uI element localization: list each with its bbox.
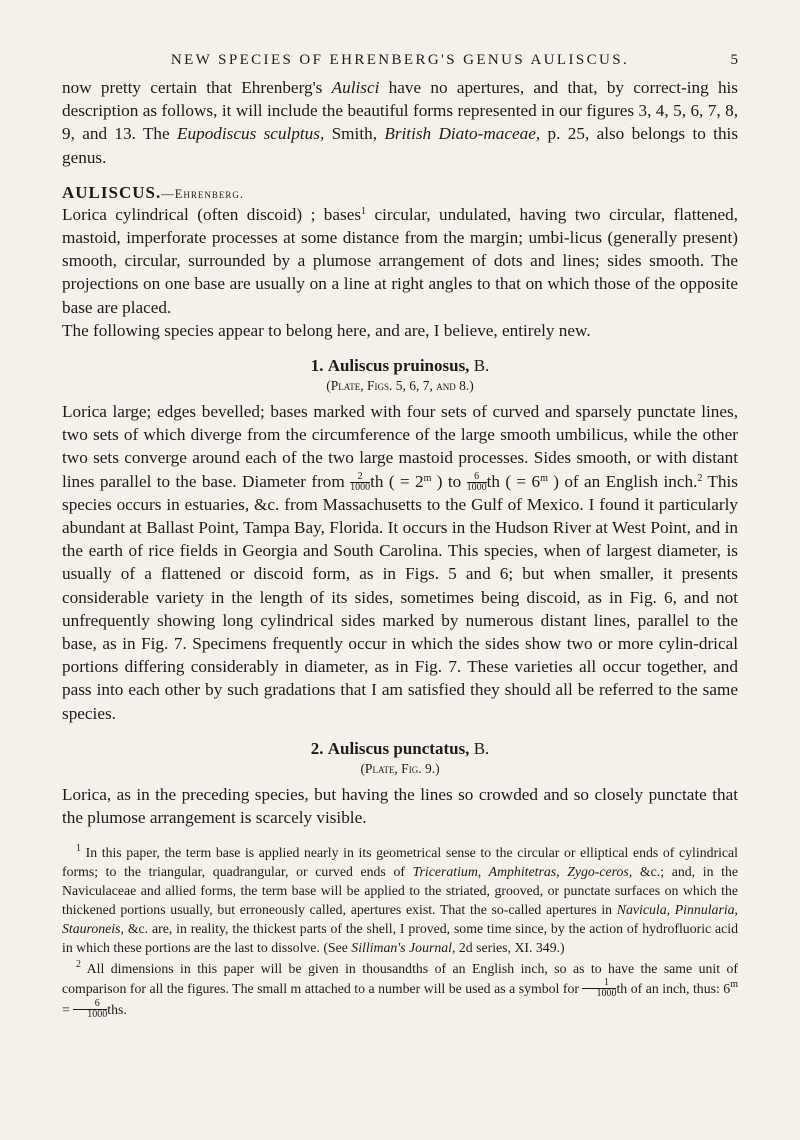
intro-text-3: Smith,: [324, 124, 385, 144]
fn1-text-2: &c.; and, in the Naviculaceae and allied forms, the term base will be applied to the striated, grooved, or punctate surfaces on which the thickened portions usually, but erroneously called, apertures exist. That the so-called apertures in: [62, 864, 738, 918]
frac-denominator: 1000: [596, 988, 617, 1000]
frac-denominator: 1000: [350, 481, 371, 493]
species-1-text-5: ) of an English inch.: [547, 471, 698, 491]
fn1-italic-navicula: Navicula, Pinnularia, Stauroneis,: [62, 902, 738, 937]
genus-desc-text-2: circular, undulated, having two circular, flattened, mastoid, imperforate processes at some distance from the margin; umbi-licus (generally present) smooth, circular, surrounded by a plumose arrangement of dots and lines; sides smooth. The projections on one base are usually on a line at right angles to that on which those of the opposite base are placed.: [62, 204, 738, 317]
footnote-1: [62, 843, 738, 957]
footnote-1-marker: 1: [76, 843, 81, 855]
intro-text: now pretty certain that Ehrenberg's: [62, 78, 332, 97]
unit-m: m: [423, 472, 432, 484]
fn2-text-2: th of an inch, thus: 6: [616, 981, 731, 997]
frac-numerator: 6: [73, 999, 107, 1010]
running-title: NEW SPECIES OF EHRENBERG'S GENUS AULISCUS.: [170, 52, 630, 68]
genus-author: —Ehrenberg.: [161, 186, 244, 201]
fn2-text-4: ths.: [107, 1002, 127, 1018]
species-1-text-3: ) to: [431, 471, 467, 491]
species-2-name: Auliscus punctatus,: [327, 738, 470, 758]
species-1-text-2: th ( = 2: [370, 471, 424, 491]
intro-italic-aulisci: Aulisci: [331, 78, 380, 97]
genus-note: The following species appear to belong here, and are, I believe, entirely new.: [62, 320, 591, 340]
genus-heading: [62, 183, 738, 203]
genus-name: AULISCUS.: [62, 182, 162, 202]
unit-m: m: [540, 472, 548, 484]
running-head: [62, 52, 738, 76]
species-1-description: [62, 400, 738, 725]
species-1-number: 1.: [310, 356, 324, 376]
footnote-2-marker: 2: [76, 959, 81, 971]
fn2-text-3: =: [62, 1002, 74, 1018]
frac-denominator: 1000: [466, 481, 487, 493]
fraction-2-thousandths: [350, 472, 370, 493]
species-1-text: Lorica large; edges bevelled; bases marked with four sets of curved and sparsely punctate lines, two sets of which diverge from the circumference of the large smooth umbilicus, while the other two sets converge around each of the two large mastoid processes. Sides smooth, or with distant lines parallel to the base. Diameter from: [62, 402, 738, 491]
species-2-number: 2.: [310, 738, 324, 758]
intro-text-2: have no apertures, and that, by correct-ing his description as follows, it will include the beautiful forms represented in our figures 3, 4, 5, 6, 7, 8, 9, and 13. The: [62, 78, 738, 144]
fraction-6-thousandths-fn: [73, 999, 107, 1020]
intro-italic-eupodiscus: Eupodiscus sculptus,: [177, 124, 325, 144]
species-1-text-6: This species occurs in estuaries, &c. from Massachusetts to the Gulf of Mexico. I found it particularly abundant at Ballast Point, Tampa Bay, Florida. It occurs in the Hudson River at West Point, and in the earth of rice fields in Georgia and South Carolina. This species, when of largest diameter, is usually of a flattened or discoid form, as in Figs. 5 and 6; but when smaller, it presents considerable variety in the length of its sides, sometimes being discoid, as in Fig. 6, and not unfrequently showing long cylindrical sides marked by numerous distant lines, parallel to the base, as in Fig. 7. Specimens frequently occur in which the sides show two or more cylin-drical portions differing considerably in diameter, as in Fig. 7. These varieties all occur together, and pass into each other by such gradations that I am satisfied they should all be referred to the same species.: [62, 471, 738, 723]
intro-text-4: p. 25, also belongs to this genus.: [62, 124, 739, 167]
fn2-text: All dimensions in this paper will be given in thousandths of an English inch, so as to have the same unit of comparison for all the figures. The small m attached to a number will be used as a symbol for: [62, 961, 738, 997]
species-1-heading: [62, 356, 738, 376]
species-1-author: B.: [473, 356, 490, 376]
frac-numerator: 6: [467, 472, 487, 483]
species-1-text-4: th ( = 6: [486, 471, 541, 491]
unit-m: m: [730, 979, 738, 991]
footnote-marker-2: 2: [697, 472, 703, 484]
species-2-description: Lorica, as in the preceding species, but having the lines so crowded and so closely punctate that the plumose arrangement is scarcely visible.: [62, 784, 738, 828]
intro-paragraph: [62, 76, 738, 169]
fn1-text: In this paper, the term base is applied nearly in its geometrical sense to the circular or elliptical ends of cylindrical forms; to the triangular, quadrangular, or curved ends of: [62, 845, 738, 880]
fn1-italic-genera: Triceratium, Amphitetras, Zygo-ceros,: [412, 864, 633, 880]
page: [62, 52, 738, 1022]
genus-description: [62, 203, 738, 319]
fn1-italic-journal: Silliman's Journal,: [351, 940, 456, 956]
species-1-plate-ref: (Plate, Figs. 5, 6, 7, and 8.): [326, 378, 474, 394]
footnote-2: [62, 959, 738, 1020]
frac-denominator: 1000: [87, 1009, 108, 1021]
species-1-name: Auliscus pruinosus,: [327, 356, 470, 376]
footnote-marker-1: 1: [361, 205, 367, 217]
frac-numerator: 2: [350, 472, 370, 483]
species-2-heading: [62, 739, 738, 759]
fn1-text-4: 2d series, XI. 349.): [455, 940, 565, 956]
fraction-6-thousandths: [467, 472, 487, 493]
fn1-text-3: &c. are, in reality, the thickest parts of the shell, I proved, some time since, by the action of hydrofluoric acid in which these portions are the last to dissolve. (See: [62, 921, 738, 956]
frac-numerator: 1: [582, 978, 616, 989]
intro-italic-british-diatomaceae: British Diato-maceae,: [384, 124, 541, 144]
fraction-1-thousandth: [582, 978, 616, 999]
species-2-plate-ref: (Plate, Fig. 9.): [360, 760, 440, 776]
genus-desc-text: Lorica cylindrical (often discoid) ; bases: [62, 204, 362, 224]
species-2-author: B.: [473, 738, 490, 758]
page-number: 5: [730, 52, 738, 68]
